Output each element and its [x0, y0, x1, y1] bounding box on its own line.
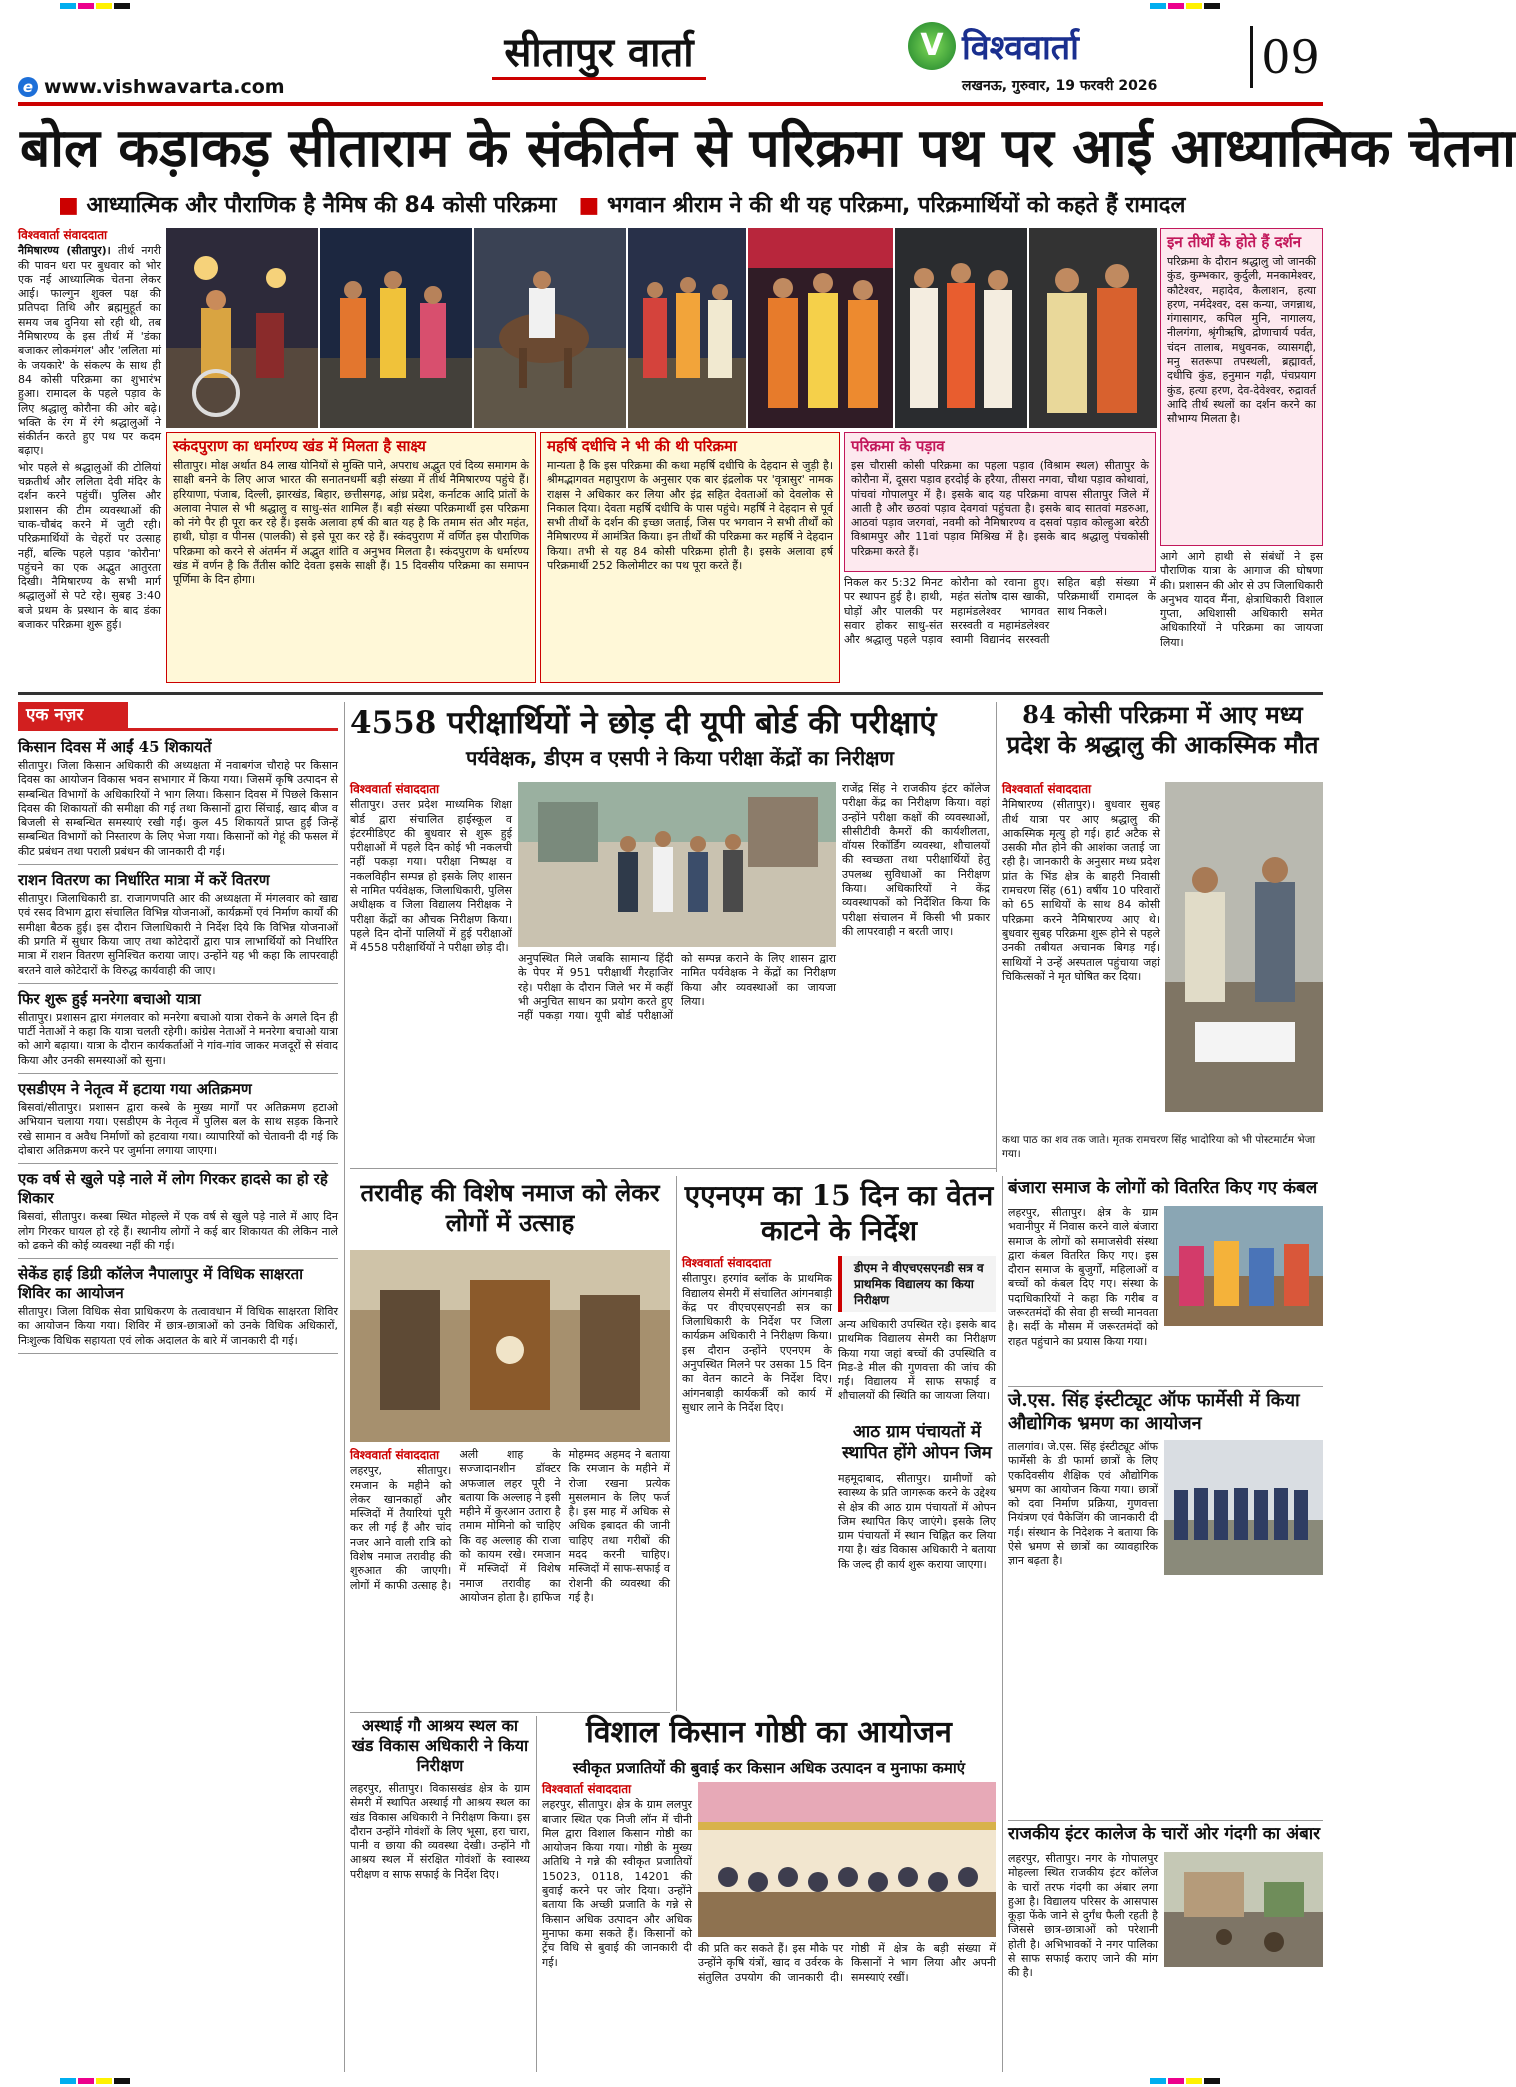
ek-nazar-rule [18, 728, 338, 731]
kisan-photo [698, 1782, 996, 1937]
ek-nazar-item-title: फिर शुरू हुई मनरेगा बचाओ यात्रा [18, 989, 201, 1008]
kisan-byline: विश्ववार्ता संवाददाता [542, 1782, 632, 1796]
ek-nazar-item-divider [18, 1163, 338, 1164]
taraweeh-text-1: लहरपुर, सीतापुर। रमजान के महीने को लेकर खानकाहों और मस्जिदों में तैयारियां पूरी कर ली गई हैं और चांद नजर आने वाली रात्रि को विशेष नमाज तरावीह की शुरुआत की जाएगी। लोगों में काफी उत्साह है। [350, 1464, 452, 1592]
ek-nazar-item-title: एक वर्ष से खुले पड़े नाले में लोग गिरकर हादसे का हो रहे शिकार [18, 1170, 328, 1208]
ek-nazar-item-text: सीतापुर। जिलाधिकारी डा. राजागणपति आर की अध्यक्षता में मंगलवार को खाद्य एवं रसद विभाग द्वारा संचालित विभिन्न योजनाओं, कार्यक्रमों एवं निर्माण कार्यों की समीक्षा बैठक हुई। इस दौरान जिलाधिकारी ने निर्देश दिये कि विभिन्न योजनाओं की प्रगति में सुधार किया जाए तथा कोटेदारों द्वारा पात्र लाभार्थियों को निर्धारित मात्रा में राशन वितरण सुनिश्चित कराया जाए। उन्होंने यह भी कहा कि लापरवाही बरतने वाले कोटेदारों के विरुद्ध कार्यवाही की जाए। [18, 892, 338, 977]
section-title: सीतापुर वार्ता [492, 26, 706, 80]
gym-text: महमूदाबाद, सीतापुर। ग्रामीणों को स्वास्थ्य के प्रति जागरूक करने के उद्देश्य से क्षेत्र की आठ ग्राम पंचायतों में ओपन जिम स्थापित किए जाएंगे। इसके लिए ग्राम पंचायतों में स्थान चिह्नित कर लिया गया है। खंड विकास अधिकारी ने बताया कि जल्द ही कार्य शुरू कराया जाएगा। [838, 1472, 996, 1571]
ek-nazar-item-divider [18, 983, 338, 984]
anm-byline: विश्ववार्ता संवाददाता [682, 1256, 772, 1270]
kambal-photo [1164, 1206, 1323, 1326]
school-photo [1164, 1852, 1323, 1967]
ek-nazar-item-text: सीतापुर। जिला किसान अधिकारी की अध्यक्षता में नवाबगंज चौराहे पर किसान दिवस का आयोजन विकास भवन सभागार में किया गया। जिसमें कृषि उत्पादन से सम्बन्धित विभागों के अधिकारियों ने भाग लिया। किसान दिवस में पिछले किसान दिवस की शिकायतों की समीक्षा की गई तथा किसानों द्वारा सिंचाई, खाद बीज व बिजली से सम्बन्धित समस्याएं रखी गईं। कुल 45 शिकायतें प्राप्त हुईं जिन्हें सम्बन्धित विभागों को निस्तारण के लिए भेजा गया। किसानों को गेहूं की फसल में कीट प्रबंधन तथा पराली प्रबंधन की जानकारी दी गई। [18, 759, 338, 858]
ek-nazar-item-text: सीतापुर। प्रशासन द्वारा मंगलवार को मनरेगा बचाओ यात्रा रोकने के अगले दिन ही पार्टी नेताओं ने कहा कि यात्रा चलती रहेगी। कांग्रेस नेताओं ने मनरेगा बचाओ यात्रा को आगे बढ़ाया। यात्रा के दौरान कार्यकर्ताओं ने गांव-गांव जाकर मजदूरों से संवाद किया और उनकी समस्याओं को सुना। [18, 1010, 338, 1067]
ek-nazar-item [18, 1170, 338, 1259]
death-column-1 [1002, 782, 1160, 1132]
kisan-column-2: की प्रति कर सकते हैं। इस मौके पर उन्होंने कृषि यंत्रों, खाद व उर्वरक के संतुलित उपयोग की जानकारी दी। गोष्ठी में क्षेत्र के बड़ी संख्या में किसानों ने भाग लिया और अपनी समस्याएं रखीं। [698, 1942, 996, 1984]
anm-headline: एएनएम का 15 दिन का वेतन काटने के निर्देश [684, 1179, 994, 1247]
lead-divider [18, 692, 1323, 695]
board-subhead: पर्यवेक्षक, डीएम व एसपी ने किया परीक्षा केंद्रों का निरीक्षण [466, 746, 894, 770]
page-number: 09 [1250, 26, 1328, 88]
tirth-title: इन तीर्थों के होते हैं दर्शन [1167, 233, 1302, 251]
ek-nazar-item [18, 990, 338, 1074]
ek-nazar-list [18, 734, 338, 2074]
school-text: लहरपुर, सीतापुर। नगर के गोपालपुर मोहल्ला स्थित राजकीय इंटर कॉलेज के चारों तरफ गंदगी का अंबार लगा हुआ है। विद्यालय परिसर के आसपास कूड़ा फेंके जाने से दुर्गंध फैली रहती है जिससे छात्र-छात्राओं को परेशानी होती है। अभिभावकों ने नगर पालिका से साफ सफाई कराए जाने की मांग की है। [1008, 1852, 1158, 1980]
browser-icon: e [18, 77, 38, 97]
death-headline: 84 कोसी परिक्रमा में आए मध्य प्रदेश के श्रद्धालु की आकस्मिक मौत [1006, 700, 1319, 759]
ek-nazar-item [18, 1080, 338, 1164]
board-column-1 [350, 782, 512, 1232]
taraweeh-byline: विश्ववार्ता संवाददाता [350, 1448, 440, 1462]
lead-text-1: तीर्थ नगरी की पावन धरा पर बुधवार को भोर एक नई आध्यात्मिक चेतना लेकर आई। फाल्गुन शुक्ल पक्ष की प्रतिपदा तिथि और ब्रह्ममुहूर्त का समय जब दुनिया सो रही थी, तब नैमिषारण्य के इस तीर्थ में 'डंका बजाकर लोकमंगल' और 'ललिता मां के जयकारे' के संकल्प के साथ ही 84 कोसी परिक्रमा का शुभारंभ हुआ। रामादल के पहले पड़ाव के लिए श्रद्धालु कोरौना की ओर बढ़े। भक्ति के रंग में रंगे श्रद्धालुओं ने संकीर्तन करते हुए पथ पर कदम बढ़ाए। [18, 244, 161, 458]
pharmacy-divider [1008, 1820, 1323, 1821]
website-url[interactable]: www.vishwavarta.com [44, 76, 285, 98]
registration-marks [0, 3, 1339, 9]
website[interactable] [18, 76, 285, 98]
masthead-rule [18, 102, 1323, 106]
board-column-3: राजेंद्र सिंह ने राजकीय इंटर कॉलेज परीक्षा केंद्र का निरीक्षण किया। वहां उन्होंने परीक्षा कक्षों की व्यवस्थाओं, सीसीटीवी कैमरों की कार्यशीलता, वॉयस रिकॉर्डिंग व्यवस्था, शौचालयों की स्वच्छता तथा परीक्षार्थियों हेतु उपलब्ध सुविधाओं का निरीक्षण किया। अधिकारियों ने केंद्र व्यवस्थापकों को निर्देशित किया कि परीक्षा संचालन में किसी भी प्रकार की लापरवाही न बरती जाए। [842, 782, 990, 938]
ek-nazar-item-divider [18, 1073, 338, 1074]
lead-subhead-2: ■ भगवान श्रीराम ने की थी यह परिक्रमा, परिक्रमार्थियों को कहते हैं रामादल [579, 192, 1186, 220]
padav-column-2: निकल कर 5:32 मिनट पर स्थापन हुई है। हाथी, घोड़ों और पालकी पर सवार होकर साधु-संत और श्रद्धालु पहले पड़ाव कोरौना को रवाना हुए। महंत संतोष दास खाकी, महामंडलेश्वर भागवत सरस्वती व महामंडलेश्वर स्वामी विद्यानंद सरस्वती सहित बड़ी संख्या में परिक्रमार्थी रामादल के साथ निकले। [844, 576, 1156, 647]
anm-column-2: अन्य अधिकारी उपस्थित रहे। इसके बाद प्राथमिक विद्यालय सेमरी का निरीक्षण किया गया जहां बच्चों की उपस्थिति व मिड-डे मील की गुणवत्ता की जांच की गई। विद्यालय में साफ सफाई व शौचालयों की स्थिति का जायजा लिया। [838, 1318, 996, 1403]
board-text-1: सीतापुर। उत्तर प्रदेश माध्यमिक शिक्षा बोर्ड द्वारा संचालित हाईस्कूल व इंटरमीडिएट की बुधवार से शुरू हुई परीक्षाओं में पहले दिन कोई भी नकलची नहीं पकड़ा गया। परीक्षा निष्पक्ष व नकलविहीन सम्पन्न हो इसके लिए शासन से नामित पर्यवेक्षक, जिलाधिकारी, पुलिस अधीक्षक व जिला विद्यालय निरीक्षक ने परीक्षा केंद्रों का औचक निरीक्षण किया। पहले दिन दोनों पालियों में हुई परीक्षाओं में 4558 परीक्षार्थियों ने परीक्षा छोड़ दी। [350, 798, 512, 955]
brand-logo [908, 22, 1079, 70]
taraweeh-text-3: हाफिज मोहम्मद अहमद ने बताया कि रमजान के महीने में रोजा रखना प्रत्येक मुसलमान के लिए फर्ज है। इस माह में अधिक से अधिक इबादत की जानी चाहिए तथा गरीबों की मदद करनी चाहिए। मस्जिदों में साफ-सफाई व रोशनी की व्यवस्था की गई है। [532, 1448, 670, 1604]
masthead [0, 0, 1339, 102]
kisan-text: लहरपुर, सीतापुर। क्षेत्र के ग्राम ललपुर बाजार स्थित एक निजी लॉन में चीनी मिल द्वारा विशाल किसान गोष्ठी का आयोजन किया गया। गोष्ठी के मुख्य अतिथि ने गन्ने की स्वीकृत प्रजातियों 15023, 0118, 14201 की बुवाई करने पर जोर दिया। उन्होंने बताया कि अच्छी प्रजाति के गन्ने से किसान अधिक उत्पादन और अधिक मुनाफा कमा सकते हैं। किसानों को ट्रेंच विधि से बुवाई की जानकारी दी गई। [542, 1798, 692, 1969]
kisan-column-1 [542, 1782, 692, 2072]
ek-nazar-item-text: बिसवां/सीतापुर। प्रशासन द्वारा कस्बे के मुख्य मार्गों पर अतिक्रमण हटाओ अभियान चलाया गया। एसडीएम के नेतृत्व में पुलिस बल के साथ सड़क किनारे रखे सामान व अवैध निर्माणों को हटवाया गया। व्यापारियों को चेतावनी दी गई कि दोबारा अतिक्रमण करने पर जुर्माना लगाया जाएगा। [18, 1101, 338, 1157]
column-divider-3 [676, 1176, 677, 1711]
gaushala-headline: अस्थाई गौ आश्रय स्थल का खंड विकास अधिकारी ने किया निरीक्षण [351, 1716, 529, 1775]
dadhichi-title: महर्षि दधीचि ने भी की थी परिक्रमा [547, 437, 737, 455]
anm-text: सीतापुर। हरगांव ब्लॉक के प्राथमिक विद्यालय सेमरी में संचालित आंगनबाड़ी केंद्र पर वीएचएसएनडी सत्र का जिलाधिकारी के निर्देश पर जिला कार्यक्रम अधिकारी ने निरीक्षण किया। इस दौरान उन्होंने एएनएम के अनुपस्थित मिलने पर उसका 15 दिन का वेतन काटने के निर्देश दिए। आंगनबाड़ी कार्यकर्त्री को कार्य में सुधार लाने के निर्देश दिए। [682, 1272, 832, 1414]
ek-nazar-item-divider [18, 1258, 338, 1259]
lead-photo-6 [895, 228, 1027, 428]
ek-nazar-item-text: बिसवां, सीतापुर। कस्बा स्थित मोहल्ले में एक वर्ष से खुले पड़े नाले में आए दिन लोग गिरकर घायल हो रहे हैं। स्थानीय लोगों ने कई बार शिकायत की लेकिन नाले को ढकने की कोई व्यवस्था नहीं की गई। [18, 1210, 338, 1252]
brand-name: विश्ववार्ता [962, 28, 1079, 68]
ek-nazar-item-title: एसडीएम ने नेतृत्व में हटाया गया अतिक्रमण [18, 1080, 252, 1099]
lead-headline: बोल कड़ाकड़ सीताराम के संकीर्तन से परिक्रमा पथ पर आई आध्यात्मिक चेतना [20, 117, 1516, 179]
board-headline: 4558 परीक्षार्थियों ने छोड़ दी यूपी बोर्ड की परीक्षाएं [350, 705, 937, 741]
anm-quote: डीएम ने वीएचएसएनडी सत्र व प्राथमिक विद्यालय का किया निरीक्षण [838, 1256, 996, 1312]
board-byline: विश्ववार्ता संवाददाता [350, 782, 440, 796]
kambal-text-1: लहरपुर, सीतापुर। क्षेत्र के ग्राम भवानीपुर में निवास करने वाले बंजारा समाज के लोगों को समाजसेवी संस्था द्वारा कंबल वितरित किए गए। इस दौरान समाज के बुजुर्गों, महिलाओं व बच्चों को कंबल दिए गए। संस्था के पदाधिकारियों ने कहा कि गरीब व जरूरतमंदों की सेवा ही सच्ची मानवता है। सर्दी के मौसम में जरूरतमंदों को राहत पहुंचाने का प्रयास किया गया। [1008, 1206, 1158, 1348]
column-divider-1 [344, 702, 345, 2072]
pharmacy-photo [1164, 1440, 1323, 1575]
dadhichi-box [540, 432, 840, 683]
tirth-text: परिक्रमा के दौरान श्रद्धालु जो जानकी कुंड, कुम्भकार, कुर्दुली, मनकामेश्वर, कौटेश्वर, महादेव, कैलाशन, हत्या हरण, नर्मदेश्वर, दस कन्या, जगन्नाथ, गंगासागर, कपिल मुनि, नागालय, नीलगंगा, श्रृंगीऋषि, द्रोणाचार्य पर्वत, चंदन तालाब, मधुवनक, व्यासगद्दी, मनु सतरूपा तपस्थली, ब्रह्मावर्त, दधीचि कुंड, हनुमान गढ़ी, पंचप्रयाग कुंड, हत्या हरण, देव-देवेश्वर, रुद्रावर्त आदि तीर्थ स्थलों का दर्शन करने का सौभाग्य मिलता है। [1167, 255, 1316, 426]
taraweeh-text-2: अली शाह के सज्जादानशीन डॉक्टर अफजाल लहर पूरी ने बताया कि अल्लाह ने इसी महीने में कुरआन उतारा है तमाम मोमिनो को चाहिए कि वह अल्लाह की राजा को कायम रखे। रमजान में मस्जिदों में विशेष नमाज तरावीह का आयोजन होता है। [459, 1448, 561, 1604]
gym-headline: आठ ग्राम पंचायतों में स्थापित होंगे ओपन जिम [842, 1422, 992, 1464]
lead-column-1 [18, 228, 161, 683]
ek-nazar-item-divider [18, 864, 338, 865]
tirth-column-2: आगे आगे हाथी से संबंधों ने इस पौराणिक यात्रा के आगाज की घोषणा की। प्रशासन की ओर से उप जिलाधिकारी अनुभव यादव मैंना, क्षेत्राधिकारी विशाल गुप्ता, अधिशासी अधिकारी समेत अधिकारियों ने परिक्रमा का जायजा लिया। [1160, 550, 1323, 649]
lead-photo-5 [748, 228, 893, 428]
lead-text-2: भोर पहले से श्रद्धालुओं की टोलियां चक्रतीर्थ और ललिता देवी मंदिर के दर्शन करने पहुंचीं। पुलिस और प्रशासन की टीम व्यवस्थाओं की चाक-चौबंद करने में जुटी रही। परिक्रमार्थियों के चेहरों पर उत्साह नहीं, बल्कि पहले पड़ाव 'कोरौना' पहुंचने का एक अद्भुत आतुरता दिखी। नैमिषारण्य के सभी मार्ग श्रद्धालुओं से पटे रहे। सुबह 3:40 बजे प्रथम के प्रस्थान के बाद डंका बजाकर परिक्रमा शुरू हुई। [18, 460, 161, 632]
lead-photo-2 [320, 228, 472, 428]
lead-dateline: नैमिषारण्य (सीतापुर)। [18, 244, 111, 258]
skand-title: स्कंदपुराण का धर्मारण्य खंड में मिलता है साक्ष्य [173, 437, 426, 455]
ek-nazar-item-title: राशन वितरण का निर्धारित मात्रा में करें वितरण [18, 871, 270, 890]
tirth-box [1160, 228, 1323, 546]
ek-nazar-item [18, 1265, 338, 1354]
lead-byline: विश्ववार्ता संवाददाता [18, 228, 108, 242]
lead-photo-4 [628, 228, 746, 428]
board-divider [350, 1168, 996, 1169]
column-divider-2 [996, 702, 997, 1172]
skand-box [166, 432, 536, 683]
dateline: लखनऊ, गुरुवार, 19 फरवरी 2026 [962, 78, 1158, 94]
ek-nazar-item [18, 738, 338, 865]
lead-photo-1 [166, 228, 318, 428]
taraweeh-text [350, 1448, 670, 1708]
lead-subheads [58, 192, 1322, 220]
padav-text: इस चौरासी कोसी परिक्रमा का पहला पड़ाव (विश्राम स्थल) सीतापुर के कोरौना में, दूसरा पड़ाव हरदोई के हरैया, तीसरा नगवा, चौथा पड़ाव कोथावां, पांचवां गोपालपुर में है। इसके बाद यह परिक्रमा वापस सीतापुर जिले में आती है और छठवां पड़ाव देवगवां पहुंचता है। इसके बाद सातवां मडरुआ, आठवां पड़ाव जरगवां, नवमी को नैमिषारण्य व दसवां पड़ाव कोल्हुआ बरेठी विश्रामपुर और 11वां पड़ाव मिश्रिख में है। इसके बाद श्रद्धालु पंचकोसी परिक्रमा करते हैं। [851, 459, 1149, 558]
lead-subhead-1: ■ आध्यात्मिक और पौराणिक है नैमिष की 84 कोसी परिक्रमा [58, 192, 557, 220]
padav-box [844, 432, 1156, 572]
logo-icon: V [908, 22, 956, 70]
kisan-headline: विशाल किसान गोष्ठी का आयोजन [586, 1715, 952, 1750]
death-text: नैमिषारण्य (सीतापुर)। बुधवार सुबह तीर्थ यात्रा पर आए श्रद्धालु की आकस्मिक मृत्यु हो गई। हार्ट अटैक से उसकी मौत होने की आशंका जताई जा रही है। जानकारी के अनुसार मध्य प्रदेश प्रांत के भिंड क्षेत्र के बाहरी निवासी रामचरण सिंह (61) वर्षीय 10 परिवारों को 65 साथियों के साथ 84 कोसी परिक्रमा करने नैमिषारण्य आए थे। बुधवार सुबह परिक्रमा शुरू होने से पहले उनकी तबीयत अचानक बिगड़ गई। साथियों ने उन्हें अस्पताल पहुंचाया जहां चिकित्सकों ने मृत घोषित कर दिया। [1002, 798, 1160, 983]
death-byline: विश्ववार्ता संवाददाता [1002, 782, 1092, 796]
pharmacy-headline: जे.एस. सिंह इंस्टीट्यूट ऑफ फार्मेसी में किया औद्योगिक भ्रमण का आयोजन [1008, 1390, 1300, 1434]
taraweeh-headline: तरावीह की विशेष नमाज को लेकर लोगों में उत्साह [360, 1178, 660, 1237]
lead-photo-7 [1029, 228, 1157, 428]
board-column-2: अनुपस्थित मिले जबकि सामान्य हिंदी के पेपर में 951 परीक्षार्थी गैरहाजिर रहे। परीक्षा के दौरान जिले भर में कहीं भी अनुचित साधन का प्रयोग करते हुए नहीं पकड़ा गया। यूपी बोर्ड परीक्षाओं को सम्पन्न कराने के लिए शासन द्वारा नामित पर्यवेक्षक ने केंद्रों का निरीक्षण किया और व्यवस्थाओं का जायजा लिया। [518, 952, 836, 1023]
column-divider-5 [1002, 1176, 1003, 2072]
taraweeh-photo [350, 1250, 670, 1442]
pharmacy-text: तालगांव। जे.एस. सिंह इंस्टीट्यूट ऑफ फार्मेसी के डी फार्मा छात्रों के लिए एकदिवसीय शैक्षिक एवं औद्योगिक भ्रमण का आयोजन किया गया। छात्रों को दवा निर्माण प्रक्रिया, गुणवत्ता नियंत्रण एवं पैकेजिंग की जानकारी दी गई। संस्थान के निदेशक ने बताया कि ऐसे भ्रमण से छात्रों का व्यावहारिक ज्ञान बढ़ता है। [1008, 1440, 1158, 1568]
registration-marks-bottom [0, 2078, 1339, 2084]
ek-nazar-label: एक नज़र [18, 702, 128, 728]
ek-nazar-item-title: सेकेंड हाई डिग्री कॉलेज नैपालापुर में विधिक साक्षरता शिविर का आयोजन [18, 1265, 304, 1303]
death-caption: कथा पाठ का शव तक जाते। मृतक रामचरण सिंह भादोरिया को भी पोस्टमार्टम भेजा गया। [1002, 1134, 1316, 1160]
taraweeh-divider [350, 1712, 670, 1713]
school-headline: राजकीय इंटर कालेज के चारों ओर गंदगी का अंबार [1008, 1824, 1321, 1844]
kambal-headline: बंजारा समाज के लोगों को वितरित किए गए कंबल [1008, 1178, 1318, 1198]
ek-nazar-item-divider [18, 1353, 338, 1354]
lead-photo-3 [474, 228, 626, 428]
anm-column-1 [682, 1256, 832, 1671]
gaushala-text: लहरपुर, सीतापुर। विकासखंड क्षेत्र के ग्राम सेमरी में स्थापित अस्थाई गौ आश्रय स्थल का खंड विकास अधिकारी ने निरीक्षण किया। इस दौरान उन्होंने गोवंशों के लिए भूसा, हरा चारा, पानी व छाया की व्यवस्था देखी। उन्होंने गौ आश्रय स्थल में संरक्षित गोवंशों के स्वास्थ्य परीक्षण व साफ सफाई के निर्देश दिए। [350, 1782, 530, 1881]
ek-nazar-item-title: किसान दिवस में आईं 45 शिकायतें [18, 738, 212, 756]
column-divider-4 [536, 1716, 537, 2072]
ek-nazar-item-text: सीतापुर। जिला विधिक सेवा प्राधिकरण के तत्वावधान में विधिक साक्षरता शिविर का आयोजन किया गया। शिविर में छात्र-छात्राओं को उनके विधिक अधिकारों, निःशुल्क विधिक सहायता एवं लोक अदालत के बारे में जानकारी दी गई। [18, 1305, 338, 1347]
board-photo [518, 782, 836, 947]
ek-nazar-item [18, 871, 338, 984]
padav-title: परिक्रमा के पड़ाव [851, 437, 945, 455]
death-photo [1165, 782, 1323, 1112]
dadhichi-text: मान्यता है कि इस परिक्रमा की कथा महर्षि दधीचि के देहदान से जुड़ी है। श्रीमद्भागवत महापुराण के अनुसार एक बार इंद्रलोक पर 'वृत्रासुर' नामक राक्षस ने अधिकार कर लिया और इंद्र सहित देवताओं को देवलोक से निकाल दिया। देवता महर्षि दधीचि के पास पहुंचे। महर्षि ने देहदान से पूर्व सभी तीर्थों के दर्शन की इच्छा जताई, जिस पर भगवान ने सभी तीर्थों को नैमिषारण्य में आमंत्रित किया। इन तीर्थों की परिक्रमा कर महर्षि ने देहदान किया। तभी से यह 84 कोसी परिक्रमा होती है। इसके अलावा हर्ष परिक्रमार्थी 252 किलोमीटर का पथ पूरा करते हैं। [547, 459, 833, 573]
kisan-subhead: स्वीकृत प्रजातियों की बुवाई कर किसान अधिक उत्पादन व मुनाफा कमाएं [572, 1759, 966, 1777]
kambal-divider [1008, 1386, 1323, 1387]
skand-text: सीतापुर। मोक्ष अर्थात 84 लाख योनियों से मुक्ति पाने, अपराध अद्भुत एवं दिव्य समागम के साक्षी बनने के लिए आज भारत की सनातनधर्मी बड़ी संख्या में तीर्थ नैमिषारण्य पहुंचे हैं। हरियाणा, पंजाब, दिल्ली, झारखंड, बिहार, छत्तीसगढ़, आंध्र प्रदेश, कर्नाटक आदि प्रांतों के अलावा नेपाल से भी श्रद्धालु व साधु-संत शामिल हैं। बड़ी संख्या परिक्रमार्थी इस परिक्रमा को नंगे पैर ही पूरा कर रहे हैं। इसके अलावा हर्ष की बात यह है कि तमाम संत और महंत, हाथी, घोड़ा व पीनस (पालकी) से इसे पूरा कर रहे हैं। स्कंदपुराण में वर्णित इस पौराणिक परिक्रमा को करने से अंतर्मन में अद्भुत शांति व अनुभव मिलता है। स्कंदपुराण के धर्मारण्य खंड में वर्णन है कि तैंतीस कोटि देवता इसके साक्षी हैं। 15 दिवसीय परिक्रमा का समापन पूर्णिमा के दिन होगा। [173, 459, 529, 587]
